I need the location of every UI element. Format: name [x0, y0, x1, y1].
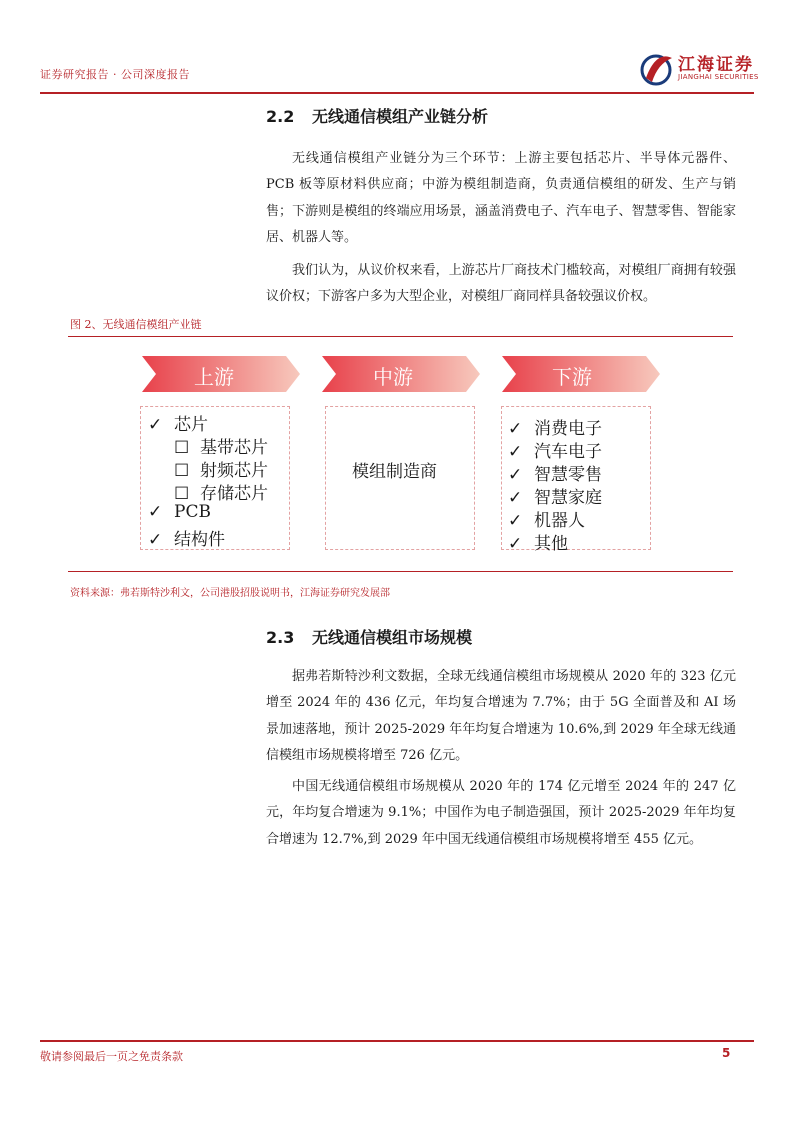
checkbox-icon: ☐	[174, 484, 190, 504]
check-icon: ✓	[508, 419, 523, 439]
check-icon: ✓	[508, 488, 523, 508]
figure-caption: 图 2、无线通信模组产业链	[70, 318, 202, 331]
section-heading-2-3	[266, 625, 472, 648]
paragraph: 中国无线通信模组市场规模从 2020 年的 174 亿元增至 2024 年的 247 亿元，年均复合增速为 9.1%；中国作为电子制造强国，预计 2025-2029 年年均复合增速为 12.7%,到 2029 年中国无线通信模组市场规模将增至 455 亿元。	[266, 779, 736, 847]
paragraph: 据弗若斯特沙利文数据，全球无线通信模组市场规模从 2020 年的 323 亿元增至 2024 年的 436 亿元，年均复合增速为 7.7%；由于 5G 全面普及和 AI 场景加速落地，预计 2025-2029 年年均复合增速为 10.6%,到 2029 年全球无线通信模组市场规模将增至 726 亿元。	[266, 669, 736, 763]
header-divider	[40, 92, 754, 94]
checkbox-icon: ☐	[174, 438, 190, 458]
logo-text-en: JIANGHAI SECURITIES	[678, 73, 759, 81]
list-item: ✓ 消费电子	[508, 419, 602, 439]
footer-divider	[40, 1040, 754, 1042]
paragraph: 我们认为，从议价权来看，上游芯片厂商技术门槛较高，对模组厂商拥有较强议价权；下游客户多为大型企业，对模组厂商同样具备较强议价权。	[266, 263, 736, 305]
paragraph: 无线通信模组产业链分为三个环节：上游主要包括芯片、半导体元器件、PCB 板等原材料供应商；中游为模组制造商，负责通信模组的研发、生产与销售；下游则是模组的终端应用场景，涵盖消费电子、汽车电子、智慧零售、智能家居、机器人等。	[266, 151, 736, 245]
section-title: 无线通信模组市场规模	[312, 628, 473, 647]
list-item: ✓ 芯片	[148, 415, 208, 435]
check-icon: ✓	[508, 442, 523, 462]
logo-text-cn: 江海证券	[678, 55, 754, 75]
check-icon: ✓	[148, 530, 163, 550]
list-item: ✓ 智慧家庭	[508, 488, 602, 508]
section-number: 2.2	[266, 107, 295, 126]
page-number: 5	[722, 1046, 731, 1060]
list-item: ✓ 智慧零售	[508, 465, 602, 485]
list-item: ✓ 结构件	[148, 530, 225, 550]
stage-label-upstream: 上游	[194, 365, 234, 389]
list-item: ☐ 射频芯片	[174, 461, 268, 481]
check-icon: ✓	[508, 465, 523, 485]
check-icon: ✓	[508, 534, 523, 554]
figure-source: 资料来源：弗若斯特沙利文，公司港股招股说明书，江海证券研究发展部	[70, 588, 390, 599]
list-item: ✓ 机器人	[508, 511, 585, 531]
figure-top-rule	[68, 336, 733, 337]
check-icon: ✓	[508, 511, 523, 531]
check-icon: ✓	[148, 502, 163, 522]
check-icon: ✓	[148, 415, 163, 435]
stage-label-midstream: 中游	[373, 365, 413, 389]
list-item: ✓ 其他	[508, 534, 568, 554]
footer-disclaimer-link[interactable]: 敬请参阅最后一页之免责条款	[40, 1050, 183, 1063]
midstream-text: 模组制造商	[352, 462, 437, 482]
figure-bottom-rule	[68, 571, 733, 572]
list-item: ☐ 存储芯片	[174, 484, 268, 504]
stage-label-downstream: 下游	[552, 365, 592, 389]
section-number: 2.3	[266, 628, 295, 647]
section-heading-2-2	[266, 104, 488, 127]
list-item: ☐ 基带芯片	[174, 438, 268, 458]
list-item: ✓ 汽车电子	[508, 442, 602, 462]
list-item: ✓ PCB	[148, 502, 211, 522]
checkbox-icon: ☐	[174, 461, 190, 481]
section-title: 无线通信模组产业链分析	[312, 107, 489, 126]
header-report-type: 证券研究报告 · 公司深度报告	[40, 68, 190, 81]
